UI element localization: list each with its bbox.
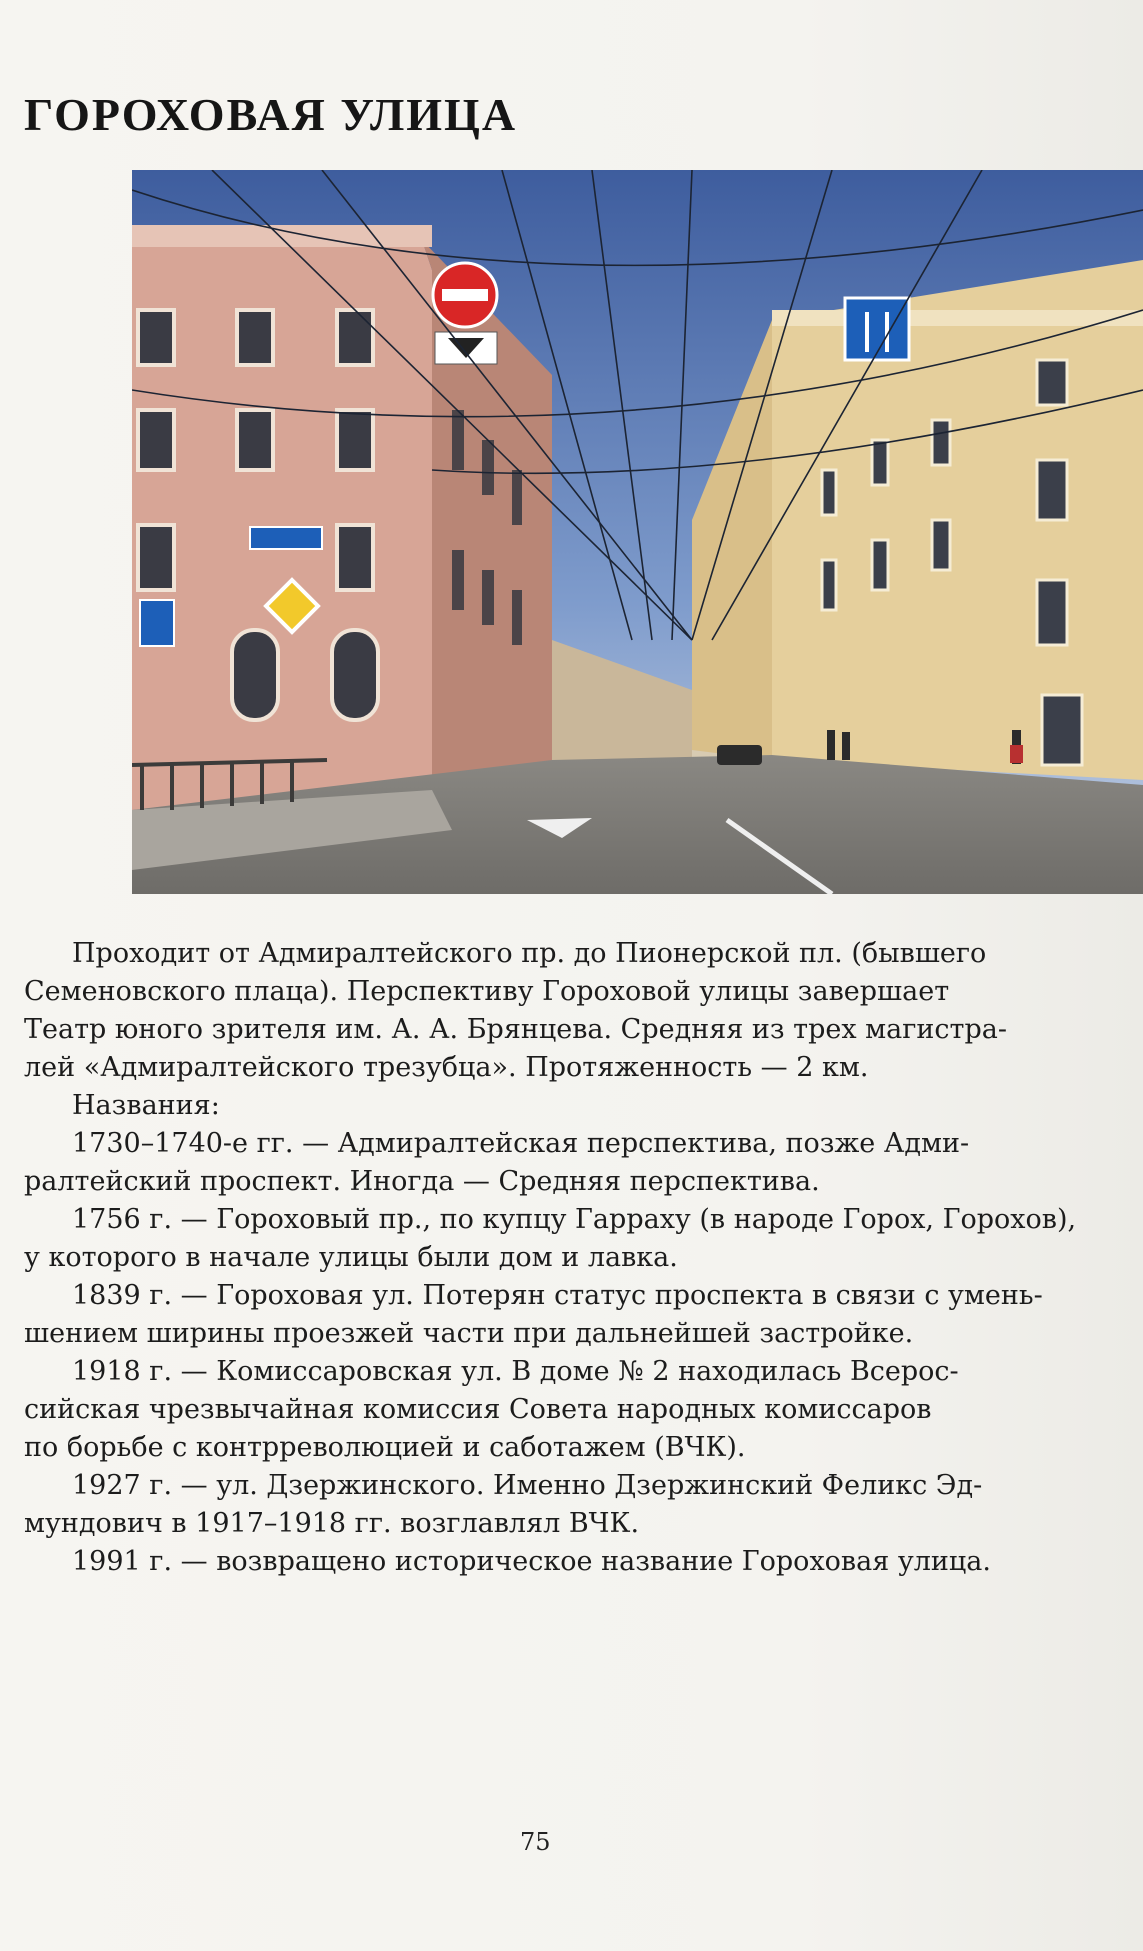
article-text <box>24 935 1077 1581</box>
text-line: Семеновского плаца). Перспективу Гороховой улицы завершает <box>24 976 950 1007</box>
text-line: Проходит от Адмиралтейского пр. до Пионерской пл. (бывшего <box>72 938 987 969</box>
street-photo <box>132 170 1143 894</box>
text-line: по борьбе с контрреволюцией и саботажем (ВЧК). <box>24 1432 746 1463</box>
text-line: Театр юного зрителя им. А. А. Брянцева. Средняя из трех магистра- <box>24 1014 1007 1045</box>
text-line: 1730–1740-е гг. — Адмиралтейская перспектива, позже Адми- <box>72 1128 970 1159</box>
text-line: Названия: <box>72 1090 220 1121</box>
text-line: 1991 г. — возвращено историческое название Гороховая улица. <box>72 1546 991 1577</box>
page-number: 75 <box>520 1828 551 1856</box>
text-line: 1927 г. — ул. Дзержинского. Именно Дзержинский Феликс Эд- <box>72 1470 983 1501</box>
text-line: лей «Адмиралтейского трезубца». Протяженность — 2 км. <box>24 1052 869 1083</box>
text-line: мундович в 1917–1918 гг. возглавлял ВЧК. <box>24 1508 640 1539</box>
text-line: 1756 г. — Гороховый пр., по купцу Гарраху (в народе Горох, Горохов), <box>72 1204 1077 1235</box>
text-line: ралтейский проспект. Иногда — Средняя перспектива. <box>24 1166 820 1197</box>
text-line: 1839 г. — Гороховая ул. Потерян статус проспекта в связи с умень- <box>72 1280 1043 1311</box>
text-line: сийская чрезвычайная комиссия Совета народных комиссаров <box>24 1394 932 1425</box>
text-line: 1918 г. — Комиссаровская ул. В доме № 2 находилась Всерос- <box>72 1356 959 1387</box>
page-title: ГОРОХОВАЯ УЛИЦА <box>24 89 518 140</box>
text-line: шением ширины проезжей части при дальнейшей застройке. <box>24 1318 914 1349</box>
text-line: у которого в начале улицы были дом и лавка. <box>24 1242 678 1273</box>
